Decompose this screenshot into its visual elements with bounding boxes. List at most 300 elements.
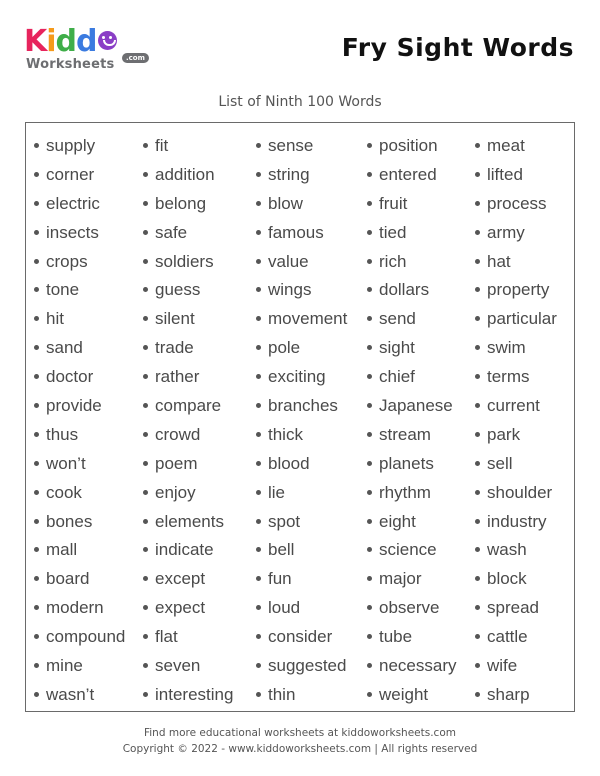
word-item: [143, 681, 233, 710]
word-text: value: [268, 251, 309, 271]
bullet-icon: [367, 547, 372, 552]
word-item: [34, 421, 125, 450]
bullet-icon: [256, 461, 261, 466]
bullet-icon: [143, 432, 148, 437]
word-item: [367, 536, 456, 565]
word-item: [367, 161, 456, 190]
word-text: modern: [46, 598, 104, 618]
bullet-icon: [143, 576, 148, 581]
bullet-icon: [367, 201, 372, 206]
word-item: [256, 565, 347, 594]
bullet-icon: [143, 287, 148, 292]
word-item: [143, 190, 233, 219]
word-item: [475, 508, 557, 537]
word-item: [256, 276, 347, 305]
word-text: major: [379, 569, 422, 589]
bullet-icon: [367, 143, 372, 148]
word-item: [367, 508, 456, 537]
word-text: soldiers: [155, 251, 214, 271]
word-text: sharp: [487, 684, 530, 704]
word-item: [143, 421, 233, 450]
word-text: wings: [268, 280, 312, 300]
word-text: corner: [46, 164, 95, 184]
word-item: [475, 248, 557, 277]
bullet-icon: [256, 259, 261, 264]
word-item: [34, 623, 125, 652]
word-item: [34, 392, 125, 421]
word-text: Japanese: [379, 396, 453, 416]
word-text: seven: [155, 656, 201, 676]
word-text: tied: [379, 222, 407, 242]
word-text: provide: [46, 396, 102, 416]
bullet-icon: [256, 143, 261, 148]
word-item: [34, 565, 125, 594]
word-text: elements: [155, 511, 224, 531]
word-item: [34, 450, 125, 479]
word-text: indicate: [155, 540, 214, 560]
logo-letter: K: [24, 24, 47, 59]
word-item: [143, 594, 233, 623]
bullet-icon: [475, 519, 480, 524]
word-text: addition: [155, 164, 215, 184]
word-item: [143, 305, 233, 334]
bullet-icon: [475, 316, 480, 321]
word-item: [256, 594, 347, 623]
bullet-icon: [34, 461, 39, 466]
bullet-icon: [34, 403, 39, 408]
word-text: crops: [46, 251, 88, 271]
word-item: [34, 276, 125, 305]
word-text: board: [46, 569, 90, 589]
word-text: sell: [487, 453, 513, 473]
word-text: sight: [379, 338, 415, 358]
word-text: particular: [487, 309, 557, 329]
bullet-icon: [34, 287, 39, 292]
word-item: [34, 652, 125, 681]
word-text: fit: [155, 136, 169, 155]
bullet-icon: [143, 316, 148, 321]
word-text: except: [155, 569, 206, 589]
list-subtitle: List of Ninth 100 Words: [218, 94, 382, 110]
bullet-icon: [143, 374, 148, 379]
word-item: [256, 479, 347, 508]
word-item: [475, 565, 557, 594]
word-text: thick: [268, 424, 303, 444]
word-text: trade: [155, 338, 194, 358]
bullet-icon: [475, 287, 480, 292]
word-item: [143, 450, 233, 479]
word-item: [256, 450, 347, 479]
bullet-icon: [475, 605, 480, 610]
word-item: [143, 334, 233, 363]
word-text: spot: [268, 511, 301, 531]
bullet-icon: [475, 461, 480, 466]
word-text: rather: [155, 367, 200, 387]
word-item: [475, 623, 557, 652]
word-item: [143, 219, 233, 248]
word-item: [143, 652, 233, 681]
word-text: sand: [46, 338, 83, 358]
word-item: [367, 219, 456, 248]
word-text: silent: [155, 309, 195, 329]
bullet-icon: [256, 576, 261, 581]
bullet-icon: [256, 287, 261, 292]
word-item: [34, 248, 125, 277]
word-item: [256, 536, 347, 565]
word-text: dollars: [379, 280, 430, 300]
bullet-icon: [367, 490, 372, 495]
word-text: mine: [46, 656, 83, 676]
word-item: [367, 594, 456, 623]
word-text: wasn’t: [46, 684, 95, 704]
word-item: [34, 334, 125, 363]
bullet-icon: [143, 259, 148, 264]
word-text: thus: [46, 424, 79, 444]
smiley-face-icon: [98, 31, 117, 50]
word-text: planets: [379, 453, 434, 473]
bullet-icon: [143, 547, 148, 552]
word-item: [143, 623, 233, 652]
word-text: stream: [379, 424, 431, 444]
bullet-icon: [475, 576, 480, 581]
word-item: [143, 565, 233, 594]
word-text: position: [379, 136, 438, 155]
bullet-icon: [367, 663, 372, 668]
word-text: chief: [379, 367, 415, 387]
word-text: blood: [268, 453, 310, 473]
bullet-icon: [367, 692, 372, 697]
footer-copyright: Copyright © 2022 - www.kiddoworksheets.com | All rights reserved: [122, 743, 478, 755]
bullet-icon: [143, 490, 148, 495]
word-text: fun: [268, 569, 292, 589]
word-item: [34, 219, 125, 248]
word-text: bones: [46, 511, 93, 531]
bullet-icon: [475, 230, 480, 235]
word-item: [34, 536, 125, 565]
word-text: park: [487, 424, 521, 444]
bullet-icon: [143, 663, 148, 668]
bullet-icon: [475, 345, 480, 350]
bullet-icon: [34, 345, 39, 350]
word-item: [367, 305, 456, 334]
bullet-icon: [475, 143, 480, 148]
bullet-icon: [143, 605, 148, 610]
word-text: observe: [379, 598, 440, 618]
bullet-icon: [143, 519, 148, 524]
bullet-icon: [256, 692, 261, 697]
bullet-icon: [34, 172, 39, 177]
bullet-icon: [367, 576, 372, 581]
logo-letter: d: [55, 24, 77, 59]
bullet-icon: [256, 403, 261, 408]
word-item: [34, 594, 125, 623]
word-item: [256, 363, 347, 392]
bullet-icon: [256, 490, 261, 495]
word-item: [475, 450, 557, 479]
word-item: [367, 334, 456, 363]
word-item: [367, 681, 456, 710]
bullet-icon: [256, 201, 261, 206]
word-text: spread: [487, 598, 539, 618]
word-column: [256, 132, 347, 710]
bullet-icon: [367, 316, 372, 321]
bullet-icon: [34, 432, 39, 437]
word-item: [367, 623, 456, 652]
word-text: poem: [155, 453, 198, 473]
word-text: hit: [46, 309, 64, 329]
logo-kiddo-wordmark: [24, 26, 117, 58]
word-item: [256, 190, 347, 219]
word-item: [34, 681, 125, 710]
word-item: [475, 363, 557, 392]
word-text: doctor: [46, 367, 94, 387]
word-item: [475, 594, 557, 623]
bullet-icon: [367, 259, 372, 264]
word-text: terms: [487, 367, 530, 387]
bullet-icon: [475, 547, 480, 552]
word-text: branches: [268, 396, 338, 416]
word-text: bell: [268, 540, 295, 560]
bullet-icon: [367, 519, 372, 524]
bullet-icon: [475, 172, 480, 177]
bullet-icon: [256, 663, 261, 668]
word-item: [367, 565, 456, 594]
word-item: [475, 305, 557, 334]
word-text: crowd: [155, 424, 201, 444]
word-text: lie: [268, 482, 286, 502]
word-text: blow: [268, 193, 303, 213]
bullet-icon: [34, 576, 39, 581]
logo-letter: d: [76, 24, 97, 59]
word-column: [475, 132, 557, 710]
word-item: [475, 219, 557, 248]
page-title: Fry Sight Words: [341, 33, 574, 62]
bullet-icon: [367, 287, 372, 292]
word-text: compare: [155, 396, 222, 416]
word-column: [34, 132, 125, 710]
word-text: meat: [487, 136, 525, 155]
word-text: cattle: [487, 627, 528, 647]
bullet-icon: [256, 519, 261, 524]
word-text: rich: [379, 251, 407, 271]
word-text: won’t: [46, 453, 86, 473]
word-item: [256, 334, 347, 363]
word-item: [34, 161, 125, 190]
bullet-icon: [34, 547, 39, 552]
bullet-icon: [256, 316, 261, 321]
logo-letter: i: [46, 24, 56, 59]
word-text: electric: [46, 193, 100, 213]
word-item: [143, 248, 233, 277]
bullet-icon: [475, 201, 480, 206]
word-text: pole: [268, 338, 301, 358]
bullet-icon: [475, 634, 480, 639]
word-item: [143, 479, 233, 508]
word-item: [256, 219, 347, 248]
word-item: [475, 681, 557, 710]
logo-worksheets-text: Worksheets: [26, 57, 115, 72]
bullet-icon: [143, 692, 148, 697]
word-text: interesting: [155, 684, 234, 704]
word-item: [256, 508, 347, 537]
bullet-icon: [34, 634, 39, 639]
bullet-icon: [34, 663, 39, 668]
bullet-icon: [256, 345, 261, 350]
bullet-icon: [367, 432, 372, 437]
word-item: [143, 132, 233, 161]
word-text: eight: [379, 511, 416, 531]
word-item: [143, 276, 233, 305]
word-text: famous: [268, 222, 324, 242]
word-text: fruit: [379, 193, 408, 213]
word-text: belong: [155, 193, 207, 213]
word-text: string: [268, 164, 310, 184]
word-item: [143, 363, 233, 392]
bullet-icon: [367, 461, 372, 466]
bullet-icon: [367, 172, 372, 177]
word-item: [256, 392, 347, 421]
word-item: [256, 305, 347, 334]
word-text: science: [379, 540, 437, 560]
word-text: entered: [379, 164, 437, 184]
word-item: [256, 248, 347, 277]
word-item: [367, 421, 456, 450]
bullet-icon: [34, 374, 39, 379]
word-item: [475, 652, 557, 681]
word-text: compound: [46, 627, 126, 647]
word-text: movement: [268, 309, 348, 329]
bullet-icon: [367, 230, 372, 235]
word-item: [256, 421, 347, 450]
word-text: flat: [155, 627, 178, 647]
bullet-icon: [475, 374, 480, 379]
word-text: mall: [46, 540, 78, 560]
bullet-icon: [256, 230, 261, 235]
bullet-icon: [475, 490, 480, 495]
word-text: thin: [268, 684, 296, 704]
word-text: swim: [487, 338, 526, 358]
bullet-icon: [367, 374, 372, 379]
word-text: weight: [379, 684, 429, 704]
word-text: sense: [268, 136, 314, 155]
bullet-icon: [367, 605, 372, 610]
word-item: [34, 508, 125, 537]
word-item: [367, 652, 456, 681]
footer-promo-text: Find more educational worksheets at kiddoworksheets.com: [143, 727, 456, 739]
word-item: [475, 161, 557, 190]
bullet-icon: [34, 490, 39, 495]
word-column: [143, 132, 233, 710]
word-item: [256, 681, 347, 710]
word-item: [34, 190, 125, 219]
bullet-icon: [34, 230, 39, 235]
word-text: expect: [155, 598, 206, 618]
bullet-icon: [34, 519, 39, 524]
word-text: process: [487, 193, 547, 213]
word-item: [143, 392, 233, 421]
word-item: [367, 392, 456, 421]
word-text: block: [487, 569, 527, 589]
bullet-icon: [143, 143, 148, 148]
word-text: necessary: [379, 656, 457, 676]
word-item: [475, 536, 557, 565]
word-item: [367, 363, 456, 392]
word-text: rhythm: [379, 482, 431, 502]
word-item: [34, 132, 125, 161]
word-text: wife: [487, 656, 518, 676]
word-item: [475, 276, 557, 305]
bullet-icon: [475, 432, 480, 437]
bullet-icon: [256, 547, 261, 552]
word-item: [256, 652, 347, 681]
bullet-icon: [143, 230, 148, 235]
bullet-icon: [34, 316, 39, 321]
bullet-icon: [256, 634, 261, 639]
word-text: property: [487, 280, 550, 300]
bullet-icon: [256, 374, 261, 379]
word-text: industry: [487, 511, 547, 531]
word-item: [475, 132, 557, 161]
word-item: [143, 161, 233, 190]
word-text: exciting: [268, 367, 326, 387]
bullet-icon: [475, 403, 480, 408]
word-text: lifted: [487, 164, 523, 184]
bullet-icon: [475, 692, 480, 697]
word-item: [143, 536, 233, 565]
logo-com-badge: .com: [122, 53, 149, 63]
word-text: tone: [46, 280, 80, 300]
word-text: tube: [379, 627, 413, 647]
word-item: [475, 190, 557, 219]
bullet-icon: [143, 634, 148, 639]
bullet-icon: [143, 201, 148, 206]
bullet-icon: [256, 432, 261, 437]
bullet-icon: [256, 172, 261, 177]
word-item: [475, 334, 557, 363]
word-text: suggested: [268, 656, 347, 676]
word-text: safe: [155, 222, 188, 242]
bullet-icon: [367, 403, 372, 408]
word-item: [475, 421, 557, 450]
word-item: [367, 479, 456, 508]
word-item: [256, 623, 347, 652]
word-item: [367, 190, 456, 219]
word-item: [367, 450, 456, 479]
bullet-icon: [34, 605, 39, 610]
bullet-icon: [475, 663, 480, 668]
word-item: [475, 392, 557, 421]
word-item: [367, 248, 456, 277]
word-text: army: [487, 222, 525, 242]
word-text: current: [487, 396, 540, 416]
kiddo-worksheets-logo: [24, 26, 154, 76]
word-text: wash: [487, 540, 527, 560]
bullet-icon: [143, 461, 148, 466]
word-text: cook: [46, 482, 82, 502]
word-text: send: [379, 309, 416, 329]
word-text: insects: [46, 222, 99, 242]
bullet-icon: [34, 259, 39, 264]
bullet-icon: [367, 634, 372, 639]
word-text: shoulder: [487, 482, 553, 502]
word-text: guess: [155, 280, 201, 300]
word-item: [34, 305, 125, 334]
bullet-icon: [143, 172, 148, 177]
word-text: consider: [268, 627, 333, 647]
word-item: [34, 479, 125, 508]
word-item: [34, 363, 125, 392]
word-item: [475, 479, 557, 508]
